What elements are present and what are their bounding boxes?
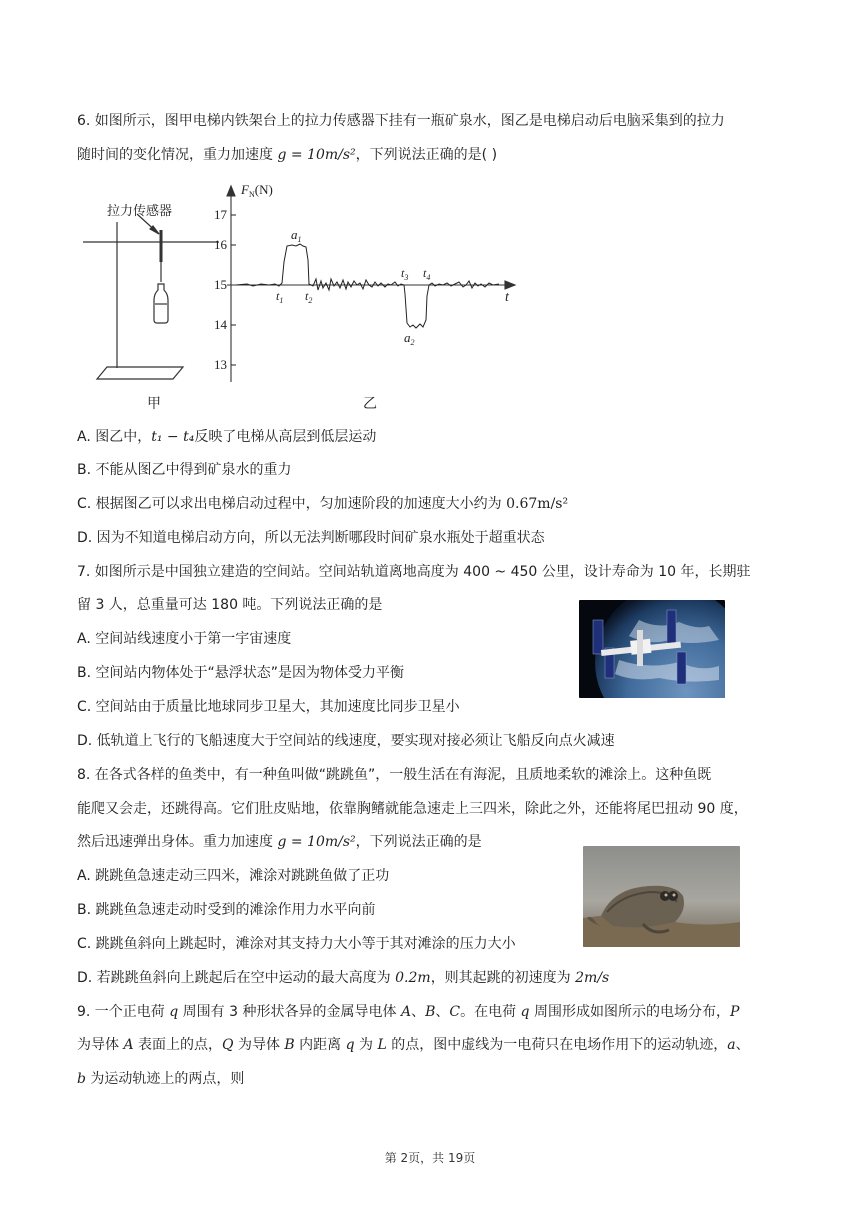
q9-conductor-b-2: B (284, 1037, 295, 1053)
space-station-photo (579, 600, 725, 698)
q6-option-b: B. 不能从图乙中得到矿泉水的重力 (77, 462, 292, 478)
q9-text-5: 为导体 (77, 1037, 124, 1053)
q7-option-b: B. 空间站内物体处于“悬浮状态”是因为物体受力平衡 (77, 665, 405, 681)
q9-charge-q-2: q (520, 1004, 530, 1020)
q8-option-a: A. 跳跳鱼急速走动三四米，滩涂对跳跳鱼做了正功 (77, 868, 390, 884)
q9-stem-line1 (77, 1002, 739, 1022)
q6-stem-text: 随时间的变化情况，重力加速度 (77, 147, 278, 163)
y-axis-label: $F_N(N)$ (241, 182, 273, 199)
sensor-label: 拉力传感器 (107, 204, 173, 219)
q6-option-d: D. 因为不知道电梯启动方向，所以无法判断哪段时间矿泉水瓶处于超重状态 (77, 530, 545, 546)
q6-option-a-text-end: 反映了电梯从高层到低层运动 (194, 429, 377, 445)
q9-point-a: a (727, 1037, 736, 1053)
q9-text-3: 。在电荷 (460, 1004, 521, 1020)
q9-charge-q-3: q (345, 1037, 355, 1053)
label-t4: $t_4$ (423, 266, 431, 282)
q6-stem-line2 (77, 145, 497, 165)
q8-stem-text: 然后迅速弹出身体。重力加速度 (77, 834, 278, 850)
q8-option-c: C. 跳跳鱼斜向上跳起时，滩涂对其支持力大小等于其对滩涂的压力大小 (77, 936, 516, 952)
label-t2: $t_2$ (305, 289, 313, 305)
q6-gravity-formula: g = 10m/s² (277, 147, 356, 163)
q7-stem-line2: 留 3 人，总重量可达 180 吨。下列说法正确的是 (77, 597, 383, 613)
label-a1: $a_1$ (291, 227, 302, 244)
q9-text-7: 为导体 (233, 1037, 285, 1053)
q8-stem-line1: 8. 在各式各样的鱼类中，有一种鱼叫做“跳跳鱼”，一般生活在有海泥，且质地柔软的滩涂上。这种鱼既 (77, 767, 712, 783)
q6-option-a (77, 427, 376, 447)
q9-text-10: 的点，图中虚线为一电荷只在电场作用下的运动轨迹， (386, 1037, 728, 1053)
q6-stem-line1: 6. 如图所示，图甲电梯内铁架台上的拉力传感器下挂有一瓶矿泉水，图乙是电梯启动后电脑采集到的拉力 (77, 113, 725, 129)
q9-text-1: 9. 一个正电荷 (77, 1004, 170, 1020)
q6-option-a-formula: t₁ − t₄ (151, 429, 195, 445)
figure-yi-caption: 乙 (363, 396, 377, 412)
figure-jia-apparatus (83, 214, 219, 379)
q6-option-a-text: A. 图乙中， (77, 429, 152, 445)
q9-sep-3: 、 (735, 1037, 750, 1053)
page-footer: 第 2页，共 19页 (384, 1151, 476, 1165)
q9-conductor-b: B (425, 1004, 436, 1020)
mudskipper-illustration (583, 846, 740, 947)
q7-option-d: D. 低轨道上飞行的飞船速度大于空间站的线速度，要实现对接必须让飞船反向点火减速 (77, 733, 615, 749)
q7-option-c: C. 空间站由于质量比地球同步卫星大，其加速度比同步卫星小 (77, 699, 460, 715)
q8-stem-line3 (77, 832, 482, 852)
q9-text-6: 表面上的点， (133, 1037, 223, 1053)
tick-15: 15 (214, 277, 227, 292)
mudskipper-photo (583, 846, 740, 947)
q8-option-d-height: 0.2m (395, 970, 431, 986)
q8-stem-text-end: ，下列说法正确的是 (355, 834, 482, 850)
figure-jia-caption: 甲 (147, 396, 161, 412)
q9-stem-line3 (77, 1069, 244, 1089)
q8-option-b: B. 跳跳鱼急速走动时受到的滩涂作用力水平向前 (77, 902, 376, 918)
q9-charge-q: q (169, 1004, 179, 1020)
q9-point-q: Q (222, 1037, 234, 1053)
q6-option-c (77, 494, 568, 514)
q9-text-11: 为运动轨迹上的两点，则 (85, 1071, 245, 1087)
x-axis-label: t (505, 290, 509, 305)
label-t3: $t_3$ (401, 266, 409, 282)
q8-option-d-text: D. 若跳跳鱼斜向上跳起后在空中运动的最大高度为 (77, 970, 396, 986)
label-a2: $a_2$ (404, 330, 415, 347)
q6-figure (77, 182, 517, 412)
q9-text-9: 为 (354, 1037, 378, 1053)
q8-gravity-formula: g = 10m/s² (277, 834, 356, 850)
tick-17: 17 (214, 207, 227, 222)
figure-yi-axes (227, 186, 515, 382)
label-t1: $t_1$ (276, 289, 284, 305)
q6-option-c-formula: 0.67m/s² (506, 496, 569, 512)
tick-16: 16 (214, 237, 227, 252)
q8-option-d-speed: 2m/s (575, 970, 610, 986)
q7-stem-line1: 7. 如图所示是中国独立建造的空间站。空间站轨道离地高度为 400 ~ 450 公里，设计寿命为 10 年，长期驻 (77, 564, 751, 580)
force-trace (236, 244, 499, 328)
tick-14: 14 (214, 317, 227, 332)
q9-point-p: P (729, 1004, 740, 1020)
q9-conductor-c: C (449, 1004, 461, 1020)
q7-option-a: A. 空间站线速度小于第一宇宙速度 (77, 631, 292, 647)
q8-option-d-text-mid: ，则其起跳的初速度为 (430, 970, 576, 986)
q9-conductor-a: A (400, 1004, 412, 1020)
q9-conductor-a-2: A (123, 1037, 134, 1053)
q9-distance-l: L (377, 1037, 387, 1053)
tick-13: 13 (214, 357, 227, 372)
space-station-illustration (579, 600, 725, 698)
q6-option-c-text: C. 根据图乙可以求出电梯启动过程中，匀加速阶段的加速度大小约为 (77, 496, 507, 512)
q8-option-d (77, 968, 609, 988)
q9-sep-1: 、 (411, 1004, 426, 1020)
q6-stem-text-end: ，下列说法正确的是( ) (355, 147, 498, 163)
q9-stem-line2 (77, 1035, 750, 1055)
q9-text-8: 内距离 (294, 1037, 346, 1053)
q9-sep-2: 、 (435, 1004, 450, 1020)
q9-point-b: b (77, 1071, 86, 1087)
q9-text-2: 周围有 3 种形状各异的金属导电体 (178, 1004, 401, 1020)
q8-stem-line2: 能爬又会走，还跳得高。它们肚皮贴地，依靠胸鳍就能急速走上三四米，除此之外，还能将尾巴扭动 90 度， (77, 801, 748, 817)
q9-text-4: 周围形成如图所示的电场分布， (529, 1004, 730, 1020)
